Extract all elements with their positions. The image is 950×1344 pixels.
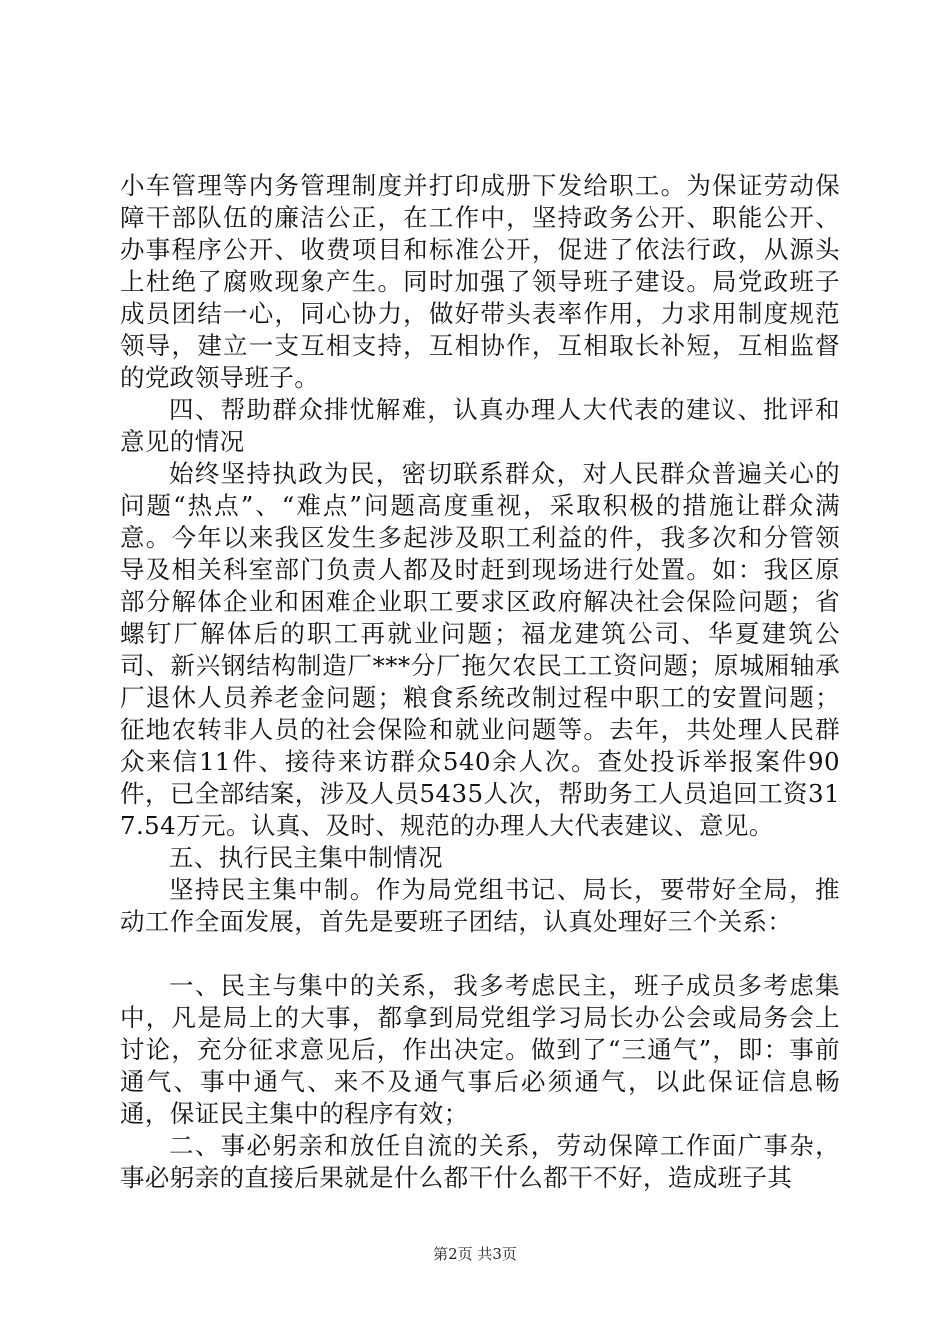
document-body	[120, 170, 840, 1194]
paragraph-section-four: 始终坚持执政为民，密切联系群众，对人民群众普遍关心的问题“热点”、“难点”问题高度重视，采取积极的措施让群众满意。今年以来我区发生多起涉及职工利益的件，我多次和分管领导及相关科室部门负责人都及时赶到现场进行处置。如：我区原部分解体企业和困难企业职工要求区政府解决社会保险问题；省螺钉厂解体后的职工再就业问题；福龙建筑公司、华夏建筑公司、新兴钢结构制造厂***分厂拖欠农民工工资问题；原城厢轴承厂退休人员养老金问题；粮食系统改制过程中职工的安置问题；征地农转非人员的社会保险和就业问题等。去年，共处理人民群众来信11件、接待来访群众540余人次。查处投诉举报案件90件，已全部结案，涉及人员5435人次，帮助务工人员追回工资317.54万元。认真、及时、规范的办理人大代表建议、意见。	[120, 459, 840, 840]
section-heading-five: 五、执行民主集中制情况	[169, 843, 443, 872]
section-heading-four: 四、帮助群众排忧解难，认真办理人大代表的建议、批评和意见的情况	[120, 395, 840, 456]
paragraph-continuation: 小车管理等内务管理制度并打印成册下发给职工。为保证劳动保障干部队伍的廉洁公正，在工作中，坚持政务公开、职能公开、办事程序公开、收费项目和标准公开，促进了依法行政，从源头上杜绝了腐败现象产生。同时加强了领导班子建设。局党政班子成员团结一心，同心协力，做好带头表率作用，力求用制度规范领导，建立一支互相支持，互相协作，互相取长补短，互相监督的党政领导班子。	[120, 171, 840, 392]
paragraph-relation-one: 一、民主与集中的关系，我多考虑民主，班子成员多考虑集中，凡是局上的大事，都拿到局党组学习局长办公会或局务会上讨论，充分征求意见后，作出决定。做到了“三通气”，即：事前通气、事中通气、来不及通气事后必须通气，以此保证信息畅通，保证民主集中的程序有效；	[120, 971, 840, 1128]
paragraph-section-five: 坚持民主集中制。作为局党组书记、局长，要带好全局，推动工作全面发展，首先是要班子团结，认真处理好三个关系：	[120, 875, 840, 936]
blank-line	[120, 938, 840, 970]
page-number-footer: 第2页 共3页	[433, 1245, 517, 1263]
paragraph-relation-two: 二、事必躬亲和放任自流的关系，劳动保障工作面广事杂，事必躬亲的直接后果就是什么都干什么都干不好，造成班子其	[120, 1131, 840, 1192]
